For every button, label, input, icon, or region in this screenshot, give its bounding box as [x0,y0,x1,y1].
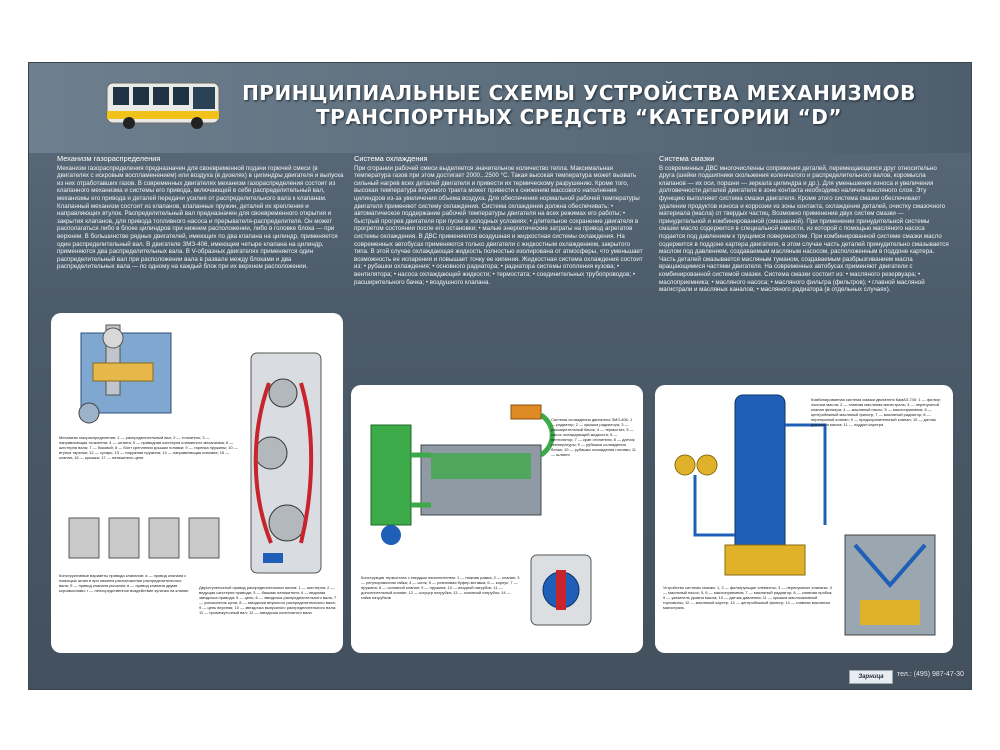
publisher-phone: тел.: (495) 987-47-30 [897,671,964,678]
column-text: При сгорании рабочей смеси выделяется значительное количество тепла. Максимальная температура газов при этом достигает 2000...2500 °С. Такая высокая температура может вызвать сильный нагрев всех деталей двигателя и привести их термическому разрушению. Кроме того, высокая температура впускного тракта может привести к снижению массового наполнения цилиндров из-за увеличения объема воздуха. Для обеспечения нормальной рабочей температуры двигателя применяют систему охлаждения. Система охлаждения должна обеспечивать: • автоматическое поддержание рабочей температуры двигателя на всех режимах его работы; • быстрый прогрев двигателя при пуске в холодных условиях; • длительное сохранение двигателя в прогретом состоянии после его остановки; • малые энергетические затраты на привод агрегатов системы охлаждения. В ДВС применяются воздушная и жидкостная системы охлаждения. На современных автобусах применяются только двигатели с жидкостным охлаждением, закрытого типа. В этой случае охлаждающая жидкость полностью изолирована от атмосферы, что уменьшает возможность ее испарения и повышает точку ее кипения. Жидкостная система охлаждения состоит из: • рубашки охлаждения; • основного радиатора; • радиатора системы отопления кузова; • вентилятора; • насоса охлаждающей жидкости; • термостата; • соединительных трубопроводов; • расширительного бачка; • воздушного клапана. [354,164,643,286]
publisher-logo: Зарница [849,670,893,684]
column-heading: Система смазки [659,154,715,163]
caption-cooling-system: Система охлаждения двигателя ЗМЗ-406: 1 — радиатор; 2 — крышка радиатора; 3 — расширительный бачок; 4 — термостат; 5 — насос охлаждающей жидкости; 6 — вентилятор; 7 — кран отопителя; 8 — датчик температуры; 9 — рубашка охлаждения блока; 10 — рубашка охлаждения головки; 11 — шланги [551,417,636,457]
column-text: Механизм газораспределения предназначен для своевременной подачи горючей смеси (в двигателях с искровым воспламенением) или воздуха (в дизелях) в цилиндры двигателя и выпуска из них отработавших газов. В современных двигателях механизм газораспределения состоит из клапанного механизма и системы его привода, включающей в себя распределительный вал, механизмы его привода и деталей передачи усилия от распределительного вала к клапанам. Клапанный механизм состоит из клапанов, клапанных пружин, деталей их крепления и направляющих втулок. Распределительный вал предназначен для своевременного открытия и закрытия клапанов, для привода топливного насоса и прерывателя-распределителя. Он может располагаться либо в блоке цилиндров при нижнем расположении, либо в головке блока — при верхнем. В большинстве рядных двигателей, имеющих по два клапана на цилиндр, применяется один распределительный вал. В двигателе ЗМЗ-406, имеющем четыре клапана на цилиндр, применяются два распределительных вала. В V-образных двигателях применяется один распределительный вал при расположении вала в развале между блоками и два распределительных вала — по одному на каждый блок при их верхнем расположении. [57,164,344,271]
caption-thermostat: Конструкция термостата с твердым наполнителем: 1 — нижняя рамка; 2 — клапан; 3 — регулировочная гайка; 4 — шток; 5 — резиновая буфер-вставка; 6 — корпус; 7 — пружина; 8 — основной клапан; 9 — пружина; 10 — входной патрубок; 11 — дополнительный клапан; 12 — штуцер патрубка; 13 — основной патрубок; 14 — гайка патрубков [361,575,520,600]
column-text: В современных ДВС многочисленны сопряжения деталей, перемещающихся друг относительно друга (шейки подшипники скольжения коленчатого и распределительного валов, коромысла клапанов — их оси, поршни — зеркала цилиндра и др.). Для уменьшения износа и увеличения долговечности деталей двигателя в зоне контакта необходимо наличие масляного слоя. Эту функцию выполняет система смазки двигателя. Кроме этого система смазки обеспечивает удаление продуктов износа и коррозии из зоны контакта, охлаждение деталей, очистку смазочного материала (масла) от твердых частиц. Возможно применение двух систем смазки — принудительной и комбинированной (смешанной). При применении принудительной системы смазки масло содержится в специальной емкости, из которой с помощью масляного насоса подается под давлением к трущимся поверхностям. При комбинированной системе смазки масло содержится в поддоне картера двигателя, в этом случае часть деталей принудительно смазывается маслом под давлением, создаваемым масляным насосом, расположенным в поддоне картера. Часть деталей смазывается масляным туманом, создаваемым разбрызгиванием масла вращающимися частями двигателя. На современных автобусах применяют двигатели с комбинированной системой смазки. Система смазки состоит из: • масляного резервуара; • маслоприемника; • масляного насоса; • масляного фильтра (фильтров); • главной масляной магистрали и масляных каналов; • масляного радиатора (в отдельных случаях). [659,164,949,294]
panel-valvetrain [51,313,343,653]
column-cooling [354,155,644,286]
caption-lubrication-device: Устройство системы смазки: 1, 2 — фильтрующие элементы; 3 — перепускные клапаны; 4 — масляный насос; 5, 6 — маслоприемник; 7 — масляный радиатор; 8 — сливная пробка; 9 — указатель уровня масла; 10 — датчик давления; 11 — крышка маслозаливной горловины; 12 — масляный картер; 13 — центробежный фильтр; 14 — главная масляная магистраль [663,585,833,610]
caption-camshaft-drive: Двухступенчатый привод распределительных валов: 1 — шестерня; 2 — ведущая шестерня привода; 3 — башмак натяжителя; 4 — ведомая звездочка привода; 5 — цепь; 6 — звездочка распределительного вала; 7 — успокоитель цепи; 8 — звездочка впускного распределительного вала; 9 — цепь верхняя; 10 — звездочка выпускного распределительного вала; 11 — промежуточный вал; 12 — звездочка коленчатого вала [199,585,337,615]
column-heading: Система охлаждения [354,154,428,163]
thermostat-diagram [531,555,591,625]
column-heading: Механизм газораспределения [57,154,161,163]
panel-lubrication [655,385,953,653]
caption-lubrication-system: Комбинированная система смазки двигателя КамАЗ-740: 1 — фильтр очистки масла; 2 — главная масляная магистраль; 3 — перепускной клапан фильтра; 4 — масляный насос; 5 — маслоприемник; 6 — центробежный масляный фильтр; 7 — масляный радиатор; 8 — перепускной клапан; 9 — предохранительный клапан; 10 — датчик давления масла; 11 — поддон картера [811,397,941,427]
title-line-1: ПРИНЦИПИАЛЬНЫЕ СХЕМЫ УСТРОЙСТВА МЕХАНИЗМОВ [242,81,916,105]
panel-cooling [351,385,643,653]
title-line-2: ТРАНСПОРТНЫХ СРЕДСТВ “КАТЕГОРИИ “D” [316,105,842,129]
column-lubrication [659,155,949,294]
caption-valvetrain: Механизм газораспределения: 1 — распределительный вал; 2 — толкатель; 3 — направляющая толкателя; 4 — штанга; 5 — приводная шестерня клапанного механизма; 6 — шестерня вала; 7 — боковой; 8 — болт крепления крышки головки; 9 — тарелка пружины; 10 — втулка тарелки; 12 — сухарь; 13 — наружная пружина; 14 — направляющая клапана; 15 — клапан; 16 — крышка; 17 — натяжитель цепи [59,435,238,460]
column-valvetrain [57,155,347,271]
poster-title [229,81,929,129]
valve-drive-variants [69,518,219,558]
caption-drive-variants: Конструктивные варианты привода клапанов: а — привод клапана с помощью штанги при нижнем расположении распределительного вала; б — привод клапана рычагом; в — привод клапана двумя коромыслами; г — непосредственное воздействие кулачка на клапан [59,573,189,593]
poster [28,62,972,690]
poster-header [29,63,971,153]
lubrication-system-diagram [675,395,825,575]
timing-drive-diagram [251,353,321,573]
engine-lubrication-section [845,535,935,635]
cylinder-head-section [79,325,171,423]
bus-image [105,77,223,133]
engine-cooling-diagram [371,405,552,545]
